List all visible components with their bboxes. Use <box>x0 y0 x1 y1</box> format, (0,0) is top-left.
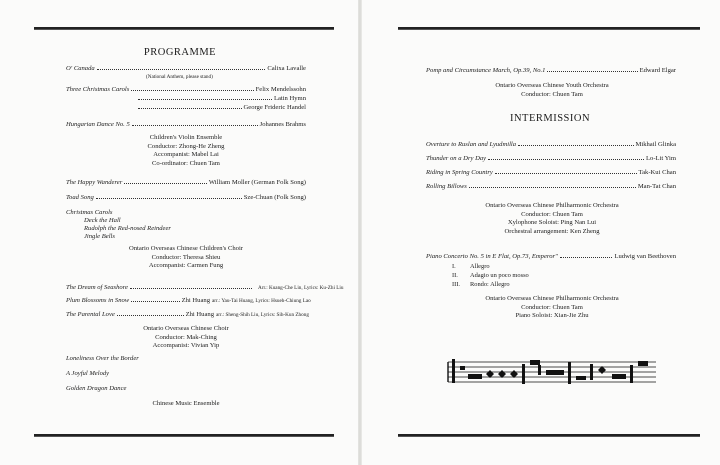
title-three-carols: Three Christmas Carols <box>66 86 130 93</box>
credit-parental: arr.: Sheng-Shih Liu, Lyrics: Sih-Kun Zhong <box>216 312 309 318</box>
credit-line: Co-ordinator: Chuen Tam <box>152 159 220 167</box>
movement-name: Adagio un poco mosso <box>470 272 529 279</box>
credit-line: Conductor: Mak-Ching <box>155 333 217 341</box>
title-concerto: Piano Concerto No. 5 in E Flat, Op.73, Emperor" <box>426 253 558 260</box>
credit-line: Conductor: Chuen Tam <box>521 90 583 98</box>
piece-joyful: A Joyful Melody <box>66 370 110 377</box>
philharmonic-credits <box>442 202 662 236</box>
credit-line: Conductor: Theresa Shieu <box>151 253 221 261</box>
composer-carol-2: Latin Hymn <box>273 95 306 102</box>
title-parental: The Parental Love <box>66 311 115 318</box>
credit-line: Accompanist: Vivian Yip <box>152 342 220 349</box>
childrens-choir-credits <box>86 245 286 271</box>
credit-line: Ontario Overseas Chinese Choir <box>143 325 229 332</box>
choir-credits <box>96 325 276 351</box>
credit-line: Ontario Overseas Chinese Philharmonic Orchestra <box>485 202 619 209</box>
entry-hungarian <box>66 121 306 128</box>
piece-dragon: Golden Dragon Dance <box>66 385 127 392</box>
programme-heading: PROGRAMME <box>143 47 217 58</box>
title-seashore: The Dream of Seashore <box>66 284 128 291</box>
intermission-heading: INTERMISSION <box>509 113 591 124</box>
composer-carol-1: Felix Mendelssohn <box>255 86 306 93</box>
top-rule-right <box>398 27 700 30</box>
movement-name: Allegro <box>470 263 490 270</box>
movement-num: I. <box>452 263 456 270</box>
credit-line: Accompanist: Mabel Lai <box>153 151 219 158</box>
entry-o-canada <box>66 65 306 72</box>
note-o-canada: (National Anthem, please stand) <box>146 74 213 80</box>
credit-seashore: Arr.: Kuang-Che Lin, Lyrics: Ku-Zhi Liu <box>258 285 344 291</box>
entry-billows <box>426 183 676 190</box>
movement-num: II. <box>452 272 458 279</box>
entry-riding <box>426 169 676 176</box>
entry-plum <box>66 297 210 304</box>
title-christmas-carols: Christmas Carols <box>66 209 113 216</box>
title-hungarian: Hungarian Dance No. 5 <box>66 121 130 128</box>
composer-toad: Sze-Chuan (Folk Song) <box>243 194 306 201</box>
entry-toad <box>66 194 306 201</box>
credit-line: Orchestral arrangement: Ken Zheng <box>504 227 600 235</box>
composer-plum: Zhi Huang <box>181 297 210 304</box>
entry-ruslan <box>426 141 676 148</box>
credit-line: Ontario Overseas Chinese Philharmonic Orchestra <box>485 295 619 302</box>
composer-hungarian: Johannes Brahms <box>259 121 306 128</box>
composer-o-canada: Calixa Lavalle <box>267 65 306 72</box>
credit-line: Accompanist: Carmen Fung <box>148 262 224 269</box>
youth-orchestra-credits <box>452 82 652 99</box>
credit-line: Conductor: Chuen Tam <box>521 303 583 311</box>
credit-line: Ontario Overseas Chinese Youth Orchestra <box>495 82 609 89</box>
bottom-rule-left <box>34 434 334 437</box>
music-staff-ornament <box>442 356 662 388</box>
movement-num: III. <box>452 281 460 288</box>
entry-parental <box>66 311 214 318</box>
composer-billows: Man-Tat Chan <box>637 183 676 190</box>
title-ruslan: Overture to Ruslan and Lyudmilla <box>426 141 517 148</box>
title-billows: Rolling Billows <box>426 183 467 190</box>
credit-line: Children's Violin Ensemble <box>149 134 223 141</box>
carol-item: Deck the Hall <box>84 217 121 224</box>
entry-seashore <box>66 284 254 291</box>
title-plum: Plum Blossoms in Snow <box>66 297 130 304</box>
entry-wanderer <box>66 179 306 186</box>
movement-name: Rondo: Allegro <box>470 281 510 288</box>
entry-carols-2 <box>136 95 306 102</box>
title-wanderer: The Happy Wanderer <box>66 179 123 186</box>
title-o-canada: O' Canada <box>66 65 95 72</box>
title-thunder: Thunder on a Dry Day <box>426 155 487 162</box>
piece-loneliness: Loneliness Over the Border <box>66 355 139 362</box>
entry-thunder <box>426 155 676 162</box>
carol-item: Jingle Bells <box>84 233 115 240</box>
philharmonic-credits-2 <box>442 295 662 321</box>
credit-line: Xylophone Soloist: Ping Nan Lui <box>507 219 597 226</box>
composer-ruslan: Mikhail Glinka <box>635 141 676 148</box>
composer-concerto: Ludwig van Beethoven <box>614 253 676 260</box>
credit-line: Ontario Overseas Chinese Children's Choir <box>129 245 243 252</box>
composer-pomp: Edward Elgar <box>639 67 676 74</box>
composer-parental: Zhi Huang <box>185 311 214 318</box>
ensemble-credit: Chinese Music Ensemble <box>152 400 220 407</box>
top-rule-left <box>34 27 334 30</box>
title-pomp: Pomp and Circumstance March, Op.39, No.1 <box>426 67 546 74</box>
credit-line: Piano Soloist: Xian-Jie Zhu <box>515 312 589 319</box>
composer-riding: Tak-Kui Chan <box>638 169 676 176</box>
title-toad: Toad Song <box>66 194 94 201</box>
carol-item: Rudolph the Red-nosed Reindeer <box>84 225 171 232</box>
entry-concerto <box>426 253 676 260</box>
entry-pomp <box>426 67 676 74</box>
composer-carol-3: George Frideric Handel <box>243 104 306 111</box>
composer-wanderer: William Moller (German Folk Song) <box>208 179 306 186</box>
credit-line: Conductor: Chuen Tam <box>521 210 583 218</box>
violin-ensemble-credits <box>96 134 276 168</box>
title-riding: Riding in Spring Country <box>426 169 493 176</box>
entry-carols <box>66 86 306 93</box>
credit-plum: arr.: Yau-Tai Huang, Lyrics: Hsueh-Chiung Lao <box>212 298 311 304</box>
credit-line: Conductor: Zhong-He Zheng <box>147 142 225 150</box>
bottom-rule-right <box>398 434 700 437</box>
entry-carols-3 <box>136 104 306 111</box>
right-page <box>360 0 720 465</box>
composer-thunder: Lo-Lit Yim <box>646 155 676 162</box>
